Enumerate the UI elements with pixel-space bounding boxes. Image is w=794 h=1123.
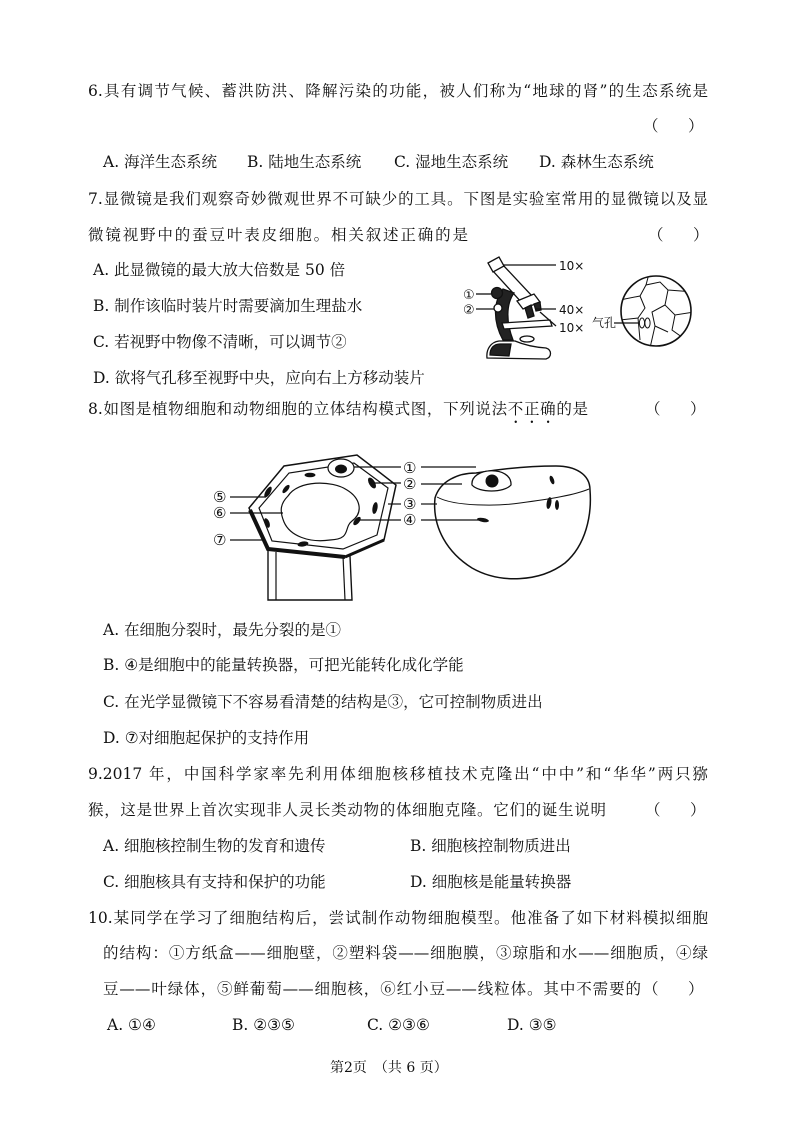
q9-answer-bracket: （ ） (645, 801, 706, 819)
q6-option-a: A. 海洋生态系统 (103, 153, 218, 171)
microscope-mirror (520, 336, 534, 342)
microscope-label-2: ② (463, 303, 475, 318)
q7-option-c: C. 若视野中物像不清晰，可以调节② (93, 333, 347, 351)
q8-option-b: B. ④是细胞中的能量转换器，可把光能转化成化学能 (103, 656, 464, 674)
q8-option-c: C. 在光学显微镜下不容易看清楚的结构是③，它可控制物质进出 (103, 693, 543, 711)
animal-nucleolus (486, 475, 499, 488)
q10-option-a: A. ①④ (107, 1016, 156, 1034)
guard-cell-left (639, 318, 644, 328)
objective-high (525, 305, 534, 318)
q8-stem-part-1: 8.如图是植物细胞和动物细胞的立体结构模式图，下列说法 (88, 400, 508, 418)
cell-label-1: ① (403, 459, 417, 477)
fine-adjustment-knob (494, 304, 502, 312)
coarse-adjustment-knob (492, 288, 503, 299)
q9-option-b: B. 细胞核控制物质进出 (410, 837, 571, 855)
objective-high-label: 40× (559, 303, 585, 317)
q8-stem (88, 398, 588, 420)
q6-option-c: C. 湿地生态系统 (394, 153, 509, 171)
q6-answer-bracket: （ ） (643, 117, 704, 135)
cell-label-7: ⑦ (213, 531, 227, 549)
q9-stem-line-2: 猴，这是世界上首次实现非人灵长类动物的体细胞克隆。它们的诞生说明 (88, 801, 606, 819)
q7-stem-line-2: 微镜视野中的蚕豆叶表皮细胞。相关叙述正确的是 (88, 226, 468, 244)
cell-label-2: ② (403, 475, 417, 493)
plant-nucleolus (335, 465, 347, 474)
q7-answer-bracket: （ ） (648, 226, 709, 244)
animal-cell-membrane (435, 466, 591, 579)
q8-answer-bracket: （ ） (645, 400, 706, 418)
eyepiece-label: 10× (559, 259, 585, 273)
q10-stem-line-1: 10.某同学在学习了细胞结构后，尝试制作动物细胞模型。他准备了如下材料模拟细胞 (88, 909, 708, 927)
microscope-drawing (476, 257, 556, 359)
q8-option-a: A. 在细胞分裂时，最先分裂的是① (103, 621, 342, 639)
plant-cell (249, 455, 396, 600)
q10-answer-bracket: （ ） (643, 980, 704, 998)
cell-label-6: ⑥ (213, 504, 227, 522)
animal-cell (435, 466, 591, 579)
q6-stem: 6.具有调节气候、蓄洪防洪、降解污染的功能，被人们称为“地球的肾”的生态系统是 (88, 82, 708, 100)
objective-low-label: 10× (559, 321, 585, 335)
q9-stem-line-1: 9.2017 年，中国科学家率先利用体细胞核移植技术克隆出“中中”和“华华”两只猕 (88, 765, 708, 783)
microscope-base-shadow (490, 344, 511, 356)
q8-option-d: D. ⑦对细胞起保护的支持作用 (103, 729, 310, 747)
q9-option-d: D. 细胞核是能量转换器 (410, 873, 572, 891)
stoma-label: 气孔 (592, 316, 617, 330)
microscope-stage (502, 320, 552, 329)
cell-label-3: ③ (403, 495, 417, 513)
cell-label-4: ④ (403, 511, 417, 529)
q10-stem-line-2: 的结构：①方纸盒——细胞壁，②塑料袋——细胞膜，③琼脂和水——细胞质，④绿 (103, 944, 708, 962)
q6-option-b: B. 陆地生态系统 (247, 153, 362, 171)
page-number: 第2页 （共 6 页） (330, 1060, 448, 1076)
q8-stem-part-3: 的是 (556, 400, 588, 418)
q10-option-b: B. ②③⑤ (232, 1016, 295, 1034)
q9-option-a: A. 细胞核控制生物的发育和遗传 (103, 837, 326, 855)
q10-option-c: C. ②③⑥ (367, 1016, 430, 1034)
cell-label-5: ⑤ (213, 488, 227, 506)
field-of-view (614, 270, 694, 348)
cell-structure-figure (205, 445, 600, 610)
q9-option-c: C. 细胞核具有支持和保护的功能 (103, 873, 326, 891)
q7-option-d: D. 欲将气孔移至视野中央，应向右上方移动装片 (93, 369, 425, 387)
q10-option-d: D. ③⑤ (507, 1016, 557, 1034)
q7-option-a: A. 此显微镜的最大放大倍数是 50 倍 (93, 261, 346, 279)
q10-stem-line-3: 豆——叶绿体，⑤鲜葡萄——细胞核，⑥红小豆——线粒体。其中不需要的 (103, 980, 641, 998)
q7-option-b: B. 制作该临时装片时需要滴加生理盐水 (93, 297, 363, 315)
microscope-label-1: ① (463, 288, 475, 303)
q6-option-d: D. 森林生态系统 (539, 153, 654, 171)
q7-stem-line-1: 7.显微镜是我们观察奇妙微观世界不可缺少的工具。下图是实验室常用的显微镜以及显 (88, 190, 708, 208)
q8-stem-emphasis: 不正确 (507, 400, 557, 418)
microscope-figure (455, 250, 705, 370)
guard-cell-right (645, 318, 650, 328)
